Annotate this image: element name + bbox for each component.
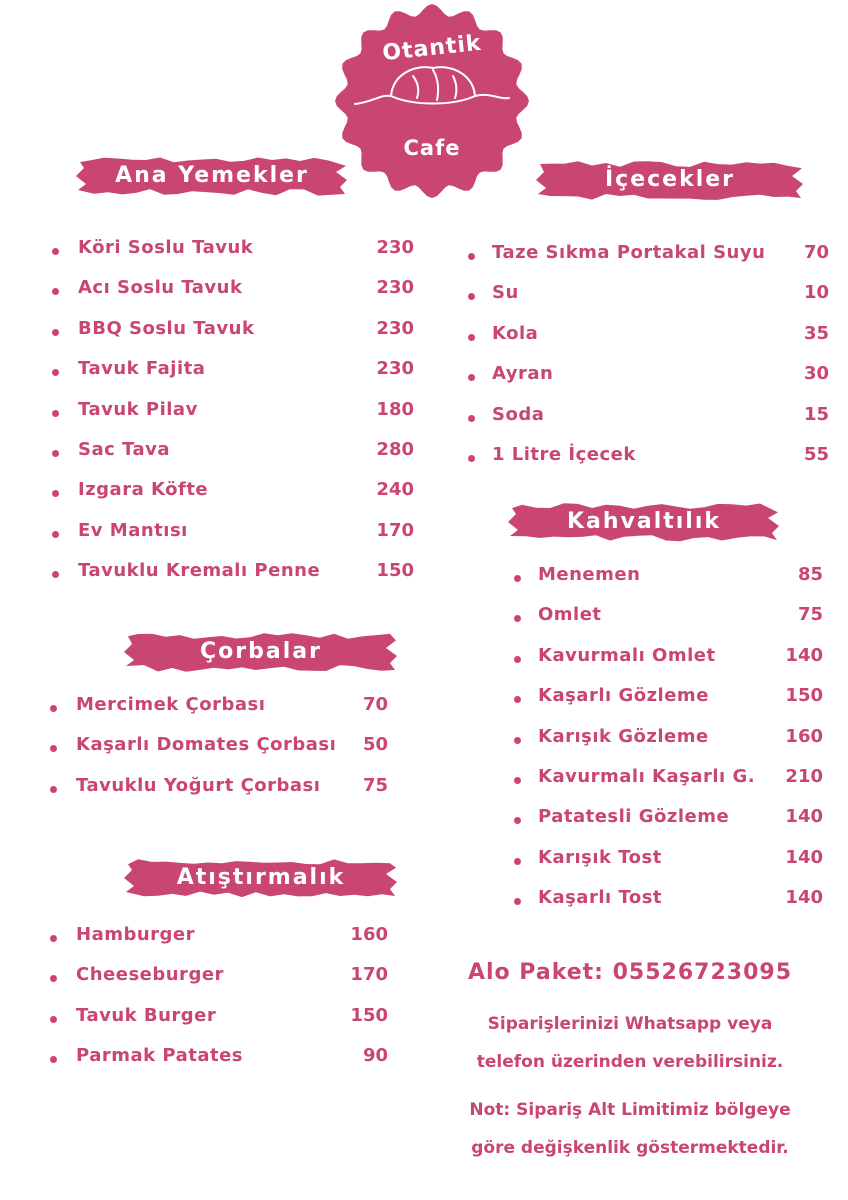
menu-item-name: Karışık Gözleme — [538, 725, 709, 747]
menu-item — [76, 732, 396, 772]
menu-item — [78, 356, 418, 396]
menu-item-price: 140 — [785, 846, 823, 868]
banner-ana-yemekler — [76, 154, 348, 198]
menu-item-price: 150 — [350, 1004, 388, 1026]
menu-item-name: Patatesli Gözleme — [538, 806, 730, 828]
menu-item-name: Su — [492, 282, 519, 304]
banner-icecekler — [536, 158, 804, 202]
menu-item-price: 280 — [376, 438, 414, 460]
menu-item — [78, 316, 418, 356]
menu-item — [76, 773, 396, 813]
menu-item-name: Karışık Tost — [538, 846, 662, 868]
bullet-dot — [50, 705, 57, 712]
menu-item-name: 1 Litre İçecek — [492, 443, 636, 465]
banner-kahvaltilik — [508, 500, 780, 544]
section-title-corbalar: Çorbalar — [200, 639, 322, 664]
menu-item-price: 70 — [803, 242, 829, 263]
bullet-dot — [52, 571, 59, 578]
bullet-dot — [514, 817, 521, 824]
menu-item-name: Tavuk Pilav — [78, 398, 198, 420]
menu-item-name: Kaşarlı Tost — [538, 887, 663, 909]
bullet-dot — [514, 858, 521, 865]
bullet-dot — [514, 898, 521, 905]
menu-item-name: Tavuk Fajita — [78, 358, 206, 380]
bullet-dot — [52, 369, 59, 376]
bullet-dot — [514, 777, 521, 784]
menu-item-price: 140 — [785, 644, 823, 666]
bullet-dot — [52, 450, 59, 457]
menu-item-name: Parmak Patates — [76, 1045, 244, 1067]
banner-atistirmalik — [124, 856, 398, 900]
menu-item — [538, 885, 828, 925]
bullet-dot — [468, 334, 475, 341]
menu-item — [78, 477, 418, 517]
menu-item — [492, 442, 832, 482]
menu-item — [76, 1043, 396, 1083]
menu-item-name: Sac Tava — [78, 438, 171, 460]
menu-item-name: Ayran — [492, 363, 554, 385]
order-info-line2: telefon üzerinden verebilirsiniz. — [476, 1052, 784, 1072]
bullet-dot — [514, 737, 521, 744]
section-title-icecekler: İçecekler — [604, 167, 736, 192]
menu-item — [538, 845, 828, 885]
menu-item-price: 90 — [362, 1045, 388, 1067]
bullet-dot — [52, 410, 59, 417]
menu-item — [538, 602, 828, 642]
menu-item-name: Tavuk Burger — [76, 1004, 217, 1026]
menu-item-name: Tavuklu Kremalı Penne — [78, 560, 321, 582]
menu-item — [492, 240, 832, 280]
menu-item-name: Izgara Köfte — [78, 479, 209, 501]
menu-item-price: 35 — [803, 322, 829, 344]
menu-item-price: 230 — [376, 358, 414, 380]
menu-item — [76, 962, 396, 1002]
bullet-dot — [50, 1056, 57, 1063]
menu-item-price: 70 — [362, 694, 388, 715]
bullet-dot — [50, 1016, 57, 1023]
order-info-line1: Siparişlerinizi Whatsapp veya — [487, 1014, 773, 1034]
menu-item-price: 75 — [362, 774, 388, 796]
bullet-dot — [514, 696, 521, 703]
menu-item — [538, 643, 828, 683]
menu-item-name: Soda — [492, 403, 545, 425]
menu-item-price: 75 — [797, 604, 823, 626]
menu-item-price: 55 — [803, 443, 829, 465]
menu-item-name: Kavurmalı Omlet — [538, 644, 716, 666]
menu-item-price: 150 — [376, 560, 414, 582]
menu-item — [538, 562, 828, 602]
menu-item-price: 160 — [785, 725, 823, 747]
menu-item-name: Tavuklu Yoğurt Çorbası — [76, 774, 321, 796]
section-title-atistirmalik: Atıştırmalık — [176, 865, 346, 890]
menu-item — [76, 1003, 396, 1043]
logo-name-line2: Cafe — [403, 136, 461, 160]
menu-item — [538, 804, 828, 844]
logo-name-line1: Otantik — [381, 30, 483, 67]
menu-item-price: 30 — [803, 363, 829, 385]
menu-item — [538, 764, 828, 804]
menu-item-price: 240 — [376, 479, 414, 501]
menu-item — [76, 922, 396, 962]
menu-item — [78, 518, 418, 558]
menu-list-icecekler — [492, 240, 832, 482]
order-note-line1: Not: Sipariş Alt Limitimiz bölgeye — [469, 1100, 791, 1120]
menu-item-price: 10 — [803, 282, 829, 304]
menu-item-name: Omlet — [538, 604, 602, 626]
menu-item — [538, 683, 828, 723]
bullet-dot — [468, 253, 475, 260]
delivery-phone: Alo Paket: 05526723095 — [467, 960, 793, 985]
menu-item-price: 140 — [785, 806, 823, 828]
menu-item-name: Kavurmalı Kaşarlı G. — [538, 765, 756, 787]
menu-item-name: Kaşarlı Domates Çorbası — [76, 734, 337, 756]
bullet-dot — [52, 248, 59, 255]
menu-item-name: Kola — [492, 322, 539, 344]
menu-item-price: 170 — [350, 964, 388, 986]
bullet-dot — [52, 531, 59, 538]
order-note-line2: göre değişkenlik göstermektedir. — [471, 1138, 789, 1158]
menu-item-price: 180 — [376, 398, 414, 420]
menu-list-ana-yemekler — [78, 235, 418, 599]
menu-item-price: 150 — [785, 685, 823, 707]
menu-item-name: Cheeseburger — [76, 964, 224, 986]
menu-item-price: 85 — [797, 564, 823, 585]
bullet-dot — [52, 288, 59, 295]
menu-item — [492, 280, 832, 320]
menu-item — [78, 397, 418, 437]
bullet-dot — [52, 490, 59, 497]
bullet-dot — [514, 656, 521, 663]
menu-item-price: 230 — [376, 237, 414, 258]
menu-item-name: Ev Mantısı — [78, 519, 188, 541]
menu-item — [76, 692, 396, 732]
menu-item-price: 160 — [350, 924, 388, 945]
bullet-dot — [50, 745, 57, 752]
menu-item — [538, 724, 828, 764]
menu-item-name: Menemen — [538, 564, 641, 585]
menu-item — [78, 437, 418, 477]
bullet-dot — [50, 935, 57, 942]
bullet-dot — [468, 293, 475, 300]
bullet-dot — [50, 786, 57, 793]
bullet-dot — [514, 615, 521, 622]
menu-item-price: 170 — [376, 519, 414, 541]
menu-list-corbalar — [76, 692, 396, 813]
bullet-dot — [468, 415, 475, 422]
menu-item-price: 50 — [362, 734, 388, 756]
bullet-dot — [514, 575, 521, 582]
cafe-logo — [333, 2, 531, 200]
menu-item-name: Hamburger — [76, 924, 196, 945]
section-title-kahvaltilik: Kahvaltılık — [566, 509, 722, 534]
menu-item-price: 210 — [785, 765, 823, 787]
menu-item-name: BBQ Soslu Tavuk — [78, 317, 255, 339]
menu-item-price: 230 — [376, 277, 414, 299]
menu-item — [78, 235, 418, 275]
menu-item — [78, 275, 418, 315]
menu-item — [492, 361, 832, 401]
section-title-ana-yemekler: Ana Yemekler — [115, 163, 309, 188]
menu-item-name: Mercimek Çorbası — [76, 694, 266, 715]
bullet-dot — [468, 455, 475, 462]
banner-corbalar — [124, 630, 398, 674]
menu-item — [78, 558, 418, 598]
menu-item-name: Köri Soslu Tavuk — [78, 237, 254, 258]
menu-item-price: 140 — [785, 887, 823, 909]
bullet-dot — [468, 374, 475, 381]
menu-item — [492, 321, 832, 361]
menu-item-price: 15 — [803, 403, 829, 425]
menu-item-name: Acı Soslu Tavuk — [78, 277, 243, 299]
menu-list-atistirmalik — [76, 922, 396, 1084]
bullet-dot — [50, 975, 57, 982]
menu-item-price: 230 — [376, 317, 414, 339]
menu-list-kahvaltilik — [538, 562, 828, 926]
menu-item-name: Taze Sıkma Portakal Suyu — [492, 242, 766, 263]
bullet-dot — [52, 329, 59, 336]
menu-item-name: Kaşarlı Gözleme — [538, 685, 709, 707]
menu-item — [492, 402, 832, 442]
